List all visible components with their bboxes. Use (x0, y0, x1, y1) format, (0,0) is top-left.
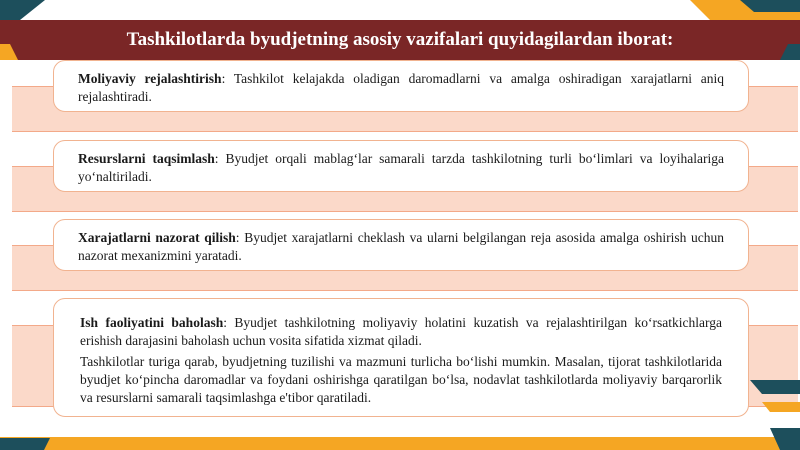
card-resource-allocation (53, 140, 749, 192)
slide-title: Tashkilotlarda byudjetning asosiy vazifalari quyidagilardan iborat: (126, 29, 674, 50)
card-term: Moliyaviy rejalashtirish (78, 71, 222, 86)
card-term: Resurslarni taqsimlash (78, 151, 215, 166)
card-cost-control (53, 219, 749, 271)
card-financial-planning (53, 60, 749, 112)
card-text: Resurslarni taqsimlash: Byudjet orqali mablag‘lar samarali tarzda tashkilotning turli bo‘limlari va loyihalariga yo‘naltiriladi. (78, 151, 724, 184)
card-term: Ish faoliyatini baholash (80, 315, 224, 330)
top-left-corner-decoration (0, 0, 110, 70)
card-performance-evaluation (53, 298, 749, 417)
top-right-corner-decoration (670, 0, 800, 70)
card-text: Xarajatlarni nazorat qilish: Byudjet xarajatlarni cheklash va ularni belgilangan reja asosida amalga oshirish uchun nazorat mexanizmini yaratadi. (78, 230, 724, 263)
card-term: Xarajatlarni nazorat qilish (78, 230, 236, 245)
card-text: Moliyaviy rejalashtirish: Tashkilot kelajakda oladigan daromadlarni va amalga oshiradigan xarajatlarni aniq rejalashtiradi. (78, 71, 725, 104)
bottom-left-corner-decoration (0, 430, 80, 450)
bottom-right-corner-decoration (730, 380, 800, 450)
card-text: Ish faoliyatini baholash: Byudjet tashkilotning moliyaviy holatini kuzatish va rejalashtirilgan ko‘rsatkichlarga erishish darajasini baholash uchun vosita sifatida xizmat qiladi. (80, 315, 723, 348)
card-extra-text: Tashkilotlar turiga qarab, byudjetning tuzilishi va mazmuni turlicha bo‘lishi mumkin. Masalan, tijorat tashkilotlarida byudjet ko‘pincha daromadlar va foydani oshirishga qaratilgan bo‘lsa, nodavlat tashkilotlarda moliyaviy barqarorlik va resurslarni samarali taqsimlashga e'tibor qaratiladi. (80, 354, 722, 405)
top-white-strip (45, 0, 725, 20)
bottom-bar (0, 437, 800, 450)
